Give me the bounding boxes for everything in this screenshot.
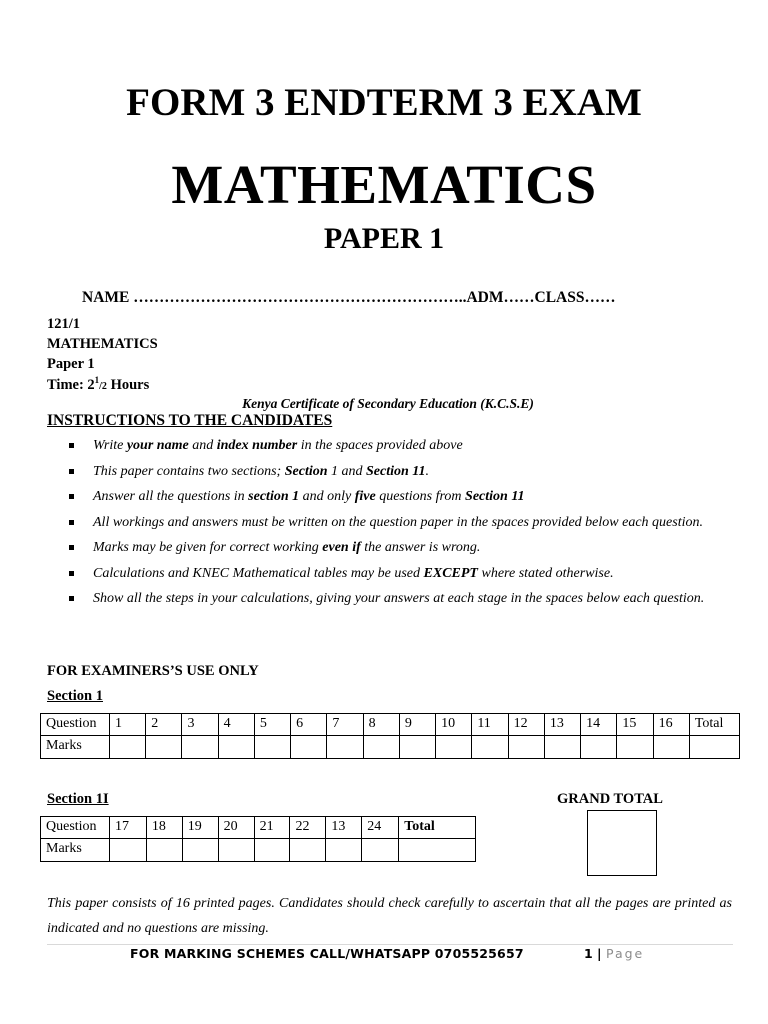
- marks-entry-cell[interactable]: [581, 736, 617, 759]
- section2-marks-table: [40, 816, 476, 862]
- meta-time: Time: $2^1/2$ Hours: [47, 375, 150, 393]
- marks-entry-cell[interactable]: [254, 839, 290, 862]
- instruction-item: This paper contains two sections; Section 1 and Section 11.: [47, 459, 732, 485]
- marks-entry-cell[interactable]: [508, 736, 544, 759]
- question-number-cell: 5: [254, 714, 290, 736]
- marks-entry-cell[interactable]: [327, 736, 363, 759]
- instruction-item: Marks may be given for correct working even if the answer is wrong.: [47, 535, 732, 561]
- question-number-cell: Total: [399, 817, 476, 839]
- question-number-cell: 19: [182, 817, 218, 839]
- question-number-cell: 13: [326, 817, 362, 839]
- marks-entry-cell[interactable]: [436, 736, 472, 759]
- subject-title: MATHEMATICS: [171, 154, 597, 215]
- name-adm-class-line: NAME ………………………………………………………..ADM……CLASS……: [82, 289, 616, 306]
- marks-row-label: Marks: [41, 736, 110, 759]
- question-number-cell: 11: [472, 714, 508, 736]
- instruction-item: All workings and answers must be written on the question paper in the spaces provided below each question.: [47, 510, 732, 536]
- question-number-cell: 10: [436, 714, 472, 736]
- question-number-cell: 21: [254, 817, 290, 839]
- paper-title: PAPER 1: [323, 222, 445, 255]
- marks-entry-cell[interactable]: [617, 736, 653, 759]
- question-number-cell: 17: [109, 817, 146, 839]
- marks-entry-cell[interactable]: [109, 839, 146, 862]
- exam-title: FORM 3 ENDTERM 3 EXAM: [126, 81, 642, 124]
- question-number-cell: 13: [544, 714, 580, 736]
- exam-board: Kenya Certificate of Secondary Education (K.C.S.E): [242, 396, 534, 411]
- marks-entry-cell[interactable]: [290, 839, 326, 862]
- question-number-cell: 20: [218, 817, 254, 839]
- table-row: [41, 736, 740, 759]
- question-number-cell: 9: [399, 714, 435, 736]
- question-number-cell: 8: [363, 714, 399, 736]
- table-row: [41, 839, 476, 862]
- paper-code: 121/1: [47, 316, 81, 332]
- marks-entry-cell[interactable]: [182, 736, 218, 759]
- marks-entry-cell[interactable]: [399, 736, 435, 759]
- question-number-cell: 24: [362, 817, 399, 839]
- question-number-cell: 3: [182, 714, 218, 736]
- question-number-cell: 1: [109, 714, 145, 736]
- section1-label: Section 1: [47, 688, 103, 704]
- question-number-cell: 14: [581, 714, 617, 736]
- table-row: [41, 714, 740, 736]
- marks-entry-cell[interactable]: [363, 736, 399, 759]
- question-number-cell: 6: [291, 714, 327, 736]
- grand-total-box[interactable]: [587, 810, 657, 876]
- question-header-cell: Question: [41, 817, 110, 839]
- marks-entry-cell[interactable]: [399, 839, 476, 862]
- question-number-cell: 16: [653, 714, 689, 736]
- marks-entry-cell[interactable]: [182, 839, 218, 862]
- table-row: [41, 817, 476, 839]
- question-number-cell: 12: [508, 714, 544, 736]
- question-header-cell: Question: [41, 714, 110, 736]
- footer-divider: [47, 944, 733, 945]
- marks-entry-cell[interactable]: [689, 736, 739, 759]
- section2-label: Section 1I: [47, 791, 109, 807]
- meta-subject: MATHEMATICS: [47, 336, 158, 352]
- marks-entry-cell[interactable]: [218, 736, 254, 759]
- question-number-cell: 4: [218, 714, 254, 736]
- marks-entry-cell[interactable]: [146, 839, 182, 862]
- instruction-item: Calculations and KNEC Mathematical tables may be used EXCEPT where stated otherwise.: [47, 561, 732, 587]
- marks-entry-cell[interactable]: [291, 736, 327, 759]
- instruction-item: Write your name and index number in the spaces provided above: [47, 433, 732, 459]
- marks-entry-cell[interactable]: [109, 736, 145, 759]
- marks-entry-cell[interactable]: [146, 736, 182, 759]
- marks-entry-cell[interactable]: [326, 839, 362, 862]
- section1-marks-table: [40, 713, 740, 759]
- marks-row-label: Marks: [41, 839, 110, 862]
- question-number-cell: 22: [290, 817, 326, 839]
- instructions-heading: INSTRUCTIONS TO THE CANDIDATES: [47, 412, 333, 429]
- question-number-cell: 7: [327, 714, 363, 736]
- examiners-use-label: FOR EXAMINERS’S USE ONLY: [47, 663, 259, 679]
- instruction-item: Answer all the questions in section 1 and only five questions from Section 11: [47, 484, 732, 510]
- question-number-cell: 15: [617, 714, 653, 736]
- page-count-note: This paper consists of 16 printed pages. Candidates should check carefully to ascertain that all the pages are printed as indicated and no questions are missing.: [47, 896, 732, 936]
- marks-entry-cell[interactable]: [472, 736, 508, 759]
- question-number-cell: 18: [146, 817, 182, 839]
- marking-scheme-contact: FOR MARKING SCHEMES CALL/WHATSAPP 0705525657: [130, 946, 524, 961]
- page-number: 1 | Page: [584, 946, 645, 961]
- instruction-item: Show all the steps in your calculations, giving your answers at each stage in the spaces below each question.: [47, 586, 732, 612]
- question-number-cell: Total: [689, 714, 739, 736]
- meta-paper: Paper 1: [47, 356, 95, 372]
- marks-entry-cell[interactable]: [544, 736, 580, 759]
- marks-entry-cell[interactable]: [254, 736, 290, 759]
- grand-total-label: GRAND TOTAL: [557, 791, 663, 807]
- marks-entry-cell[interactable]: [362, 839, 399, 862]
- question-number-cell: 2: [146, 714, 182, 736]
- marks-entry-cell[interactable]: [218, 839, 254, 862]
- instructions-list: [47, 433, 732, 612]
- marks-entry-cell[interactable]: [653, 736, 689, 759]
